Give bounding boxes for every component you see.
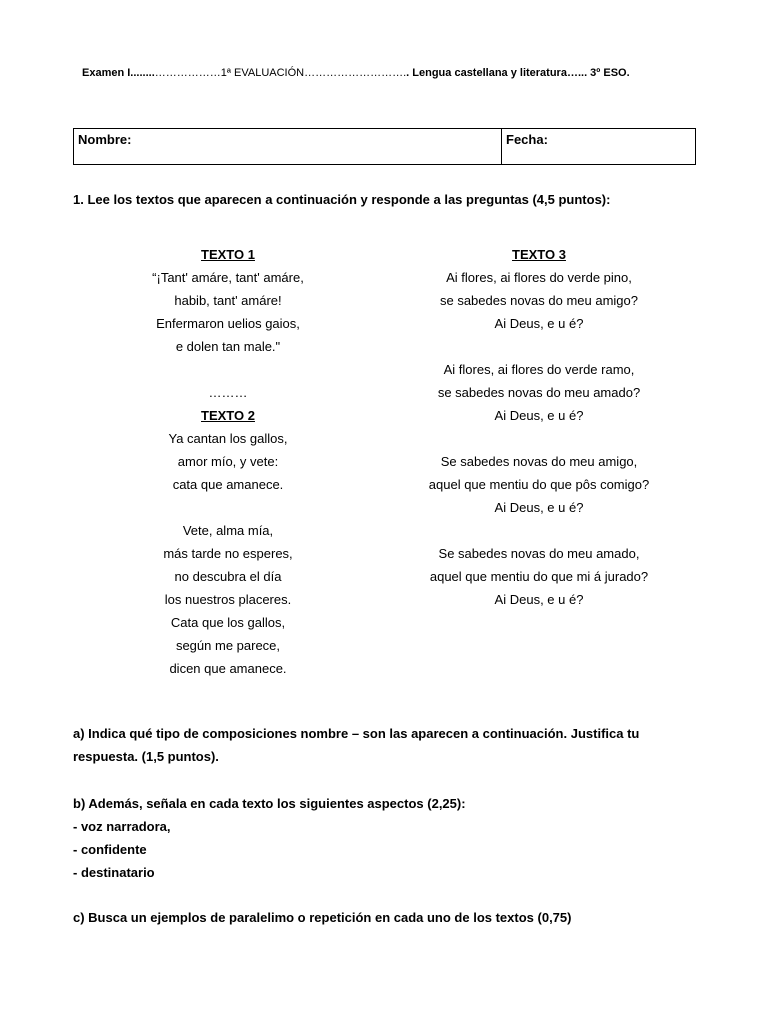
right-column [389,243,689,611]
texto3-line: se sabedes novas do meu amado? [437,385,641,400]
texto2-line: los nuestros placeres. [164,592,292,607]
texto3-line: Ai Deus, e u é? [494,316,584,331]
header-evaluation: 1ª EVALUACIÓN [220,67,305,79]
texto3-line: Ai Deus, e u é? [494,592,584,607]
texto3-line: se sabedes novas do meu amigo? [439,293,638,308]
question-1: 1. Lee los textos que aparecen a continuación y responde a las preguntas (4,5 puntos): [73,192,611,207]
question-c: c) Busca un ejemplos de paralelimo o repetición en cada uno de los textos (0,75) [73,910,572,925]
header-exam: Examen I........ [82,67,155,79]
header-subject: . Lengua castellana y literatura…... 3º ESO. [406,67,630,79]
texto2-line: amor mío, y vete: [177,454,279,469]
texto1-line: habib, tant' amáre! [174,293,282,308]
name-label: Nombre: [78,132,132,147]
texto1-ellipsis: ……… [208,385,248,400]
texto1-line: e dolen tan male." [175,339,281,354]
texto2-line: según me parece, [175,638,281,653]
texto1-line: Enfermaron uelios gaios, [156,316,300,331]
texto2-title: TEXTO 2 [201,408,255,423]
texto2-line: dicen que amanece. [169,661,287,676]
texto1-title: TEXTO 1 [201,247,255,262]
date-cell[interactable] [502,129,695,164]
texto1-line: “¡Tant' amáre, tant' amáre, [152,270,304,285]
header-dots-2: ………………………. [304,67,407,79]
texto3-line: Se sabedes novas do meu amigo, [440,454,638,469]
left-column [128,243,328,680]
exam-header [82,67,722,79]
texto3-title: TEXTO 3 [512,247,566,262]
question-b-item: - confidente [73,842,147,857]
question-a: a) Indica qué tipo de composiciones nombre – son las aparecen a continuación. Justifica tu respuesta. (1,5 puntos). [73,726,640,764]
texto3-line: Ai Deus, e u é? [494,408,584,423]
question-b [73,792,703,884]
texto2-line: cata que amanece. [172,477,284,492]
texto2-line: Vete, alma mía, [182,523,274,538]
texto2-line: no descubra el día [174,569,282,584]
texto3-line: aquel que mentiu do que pôs comigo? [428,477,650,492]
student-info-table [73,128,696,165]
name-cell[interactable] [74,129,502,164]
texto3-line: Se sabedes novas do meu amado, [438,546,640,561]
texto2-line: Ya cantan los gallos, [168,431,288,446]
texto2-line: más tarde no esperes, [163,546,293,561]
texto3-line: aquel que mentiu do que mi á jurado? [429,569,649,584]
question-b-intro: b) Además, señala en cada texto los siguientes aspectos (2,25): [73,796,466,811]
header-dots-1: ……………… [154,67,221,79]
texto3-line: Ai flores, ai flores do verde ramo, [443,362,635,377]
question-b-item: - destinatario [73,865,155,880]
texto3-line: Ai flores, ai flores do verde pino, [446,270,632,285]
texto3-line: Ai Deus, e u é? [494,500,584,515]
texto2-line: Cata que los gallos, [170,615,286,630]
question-b-item: - voz narradora, [73,819,171,834]
date-label: Fecha: [506,132,548,147]
